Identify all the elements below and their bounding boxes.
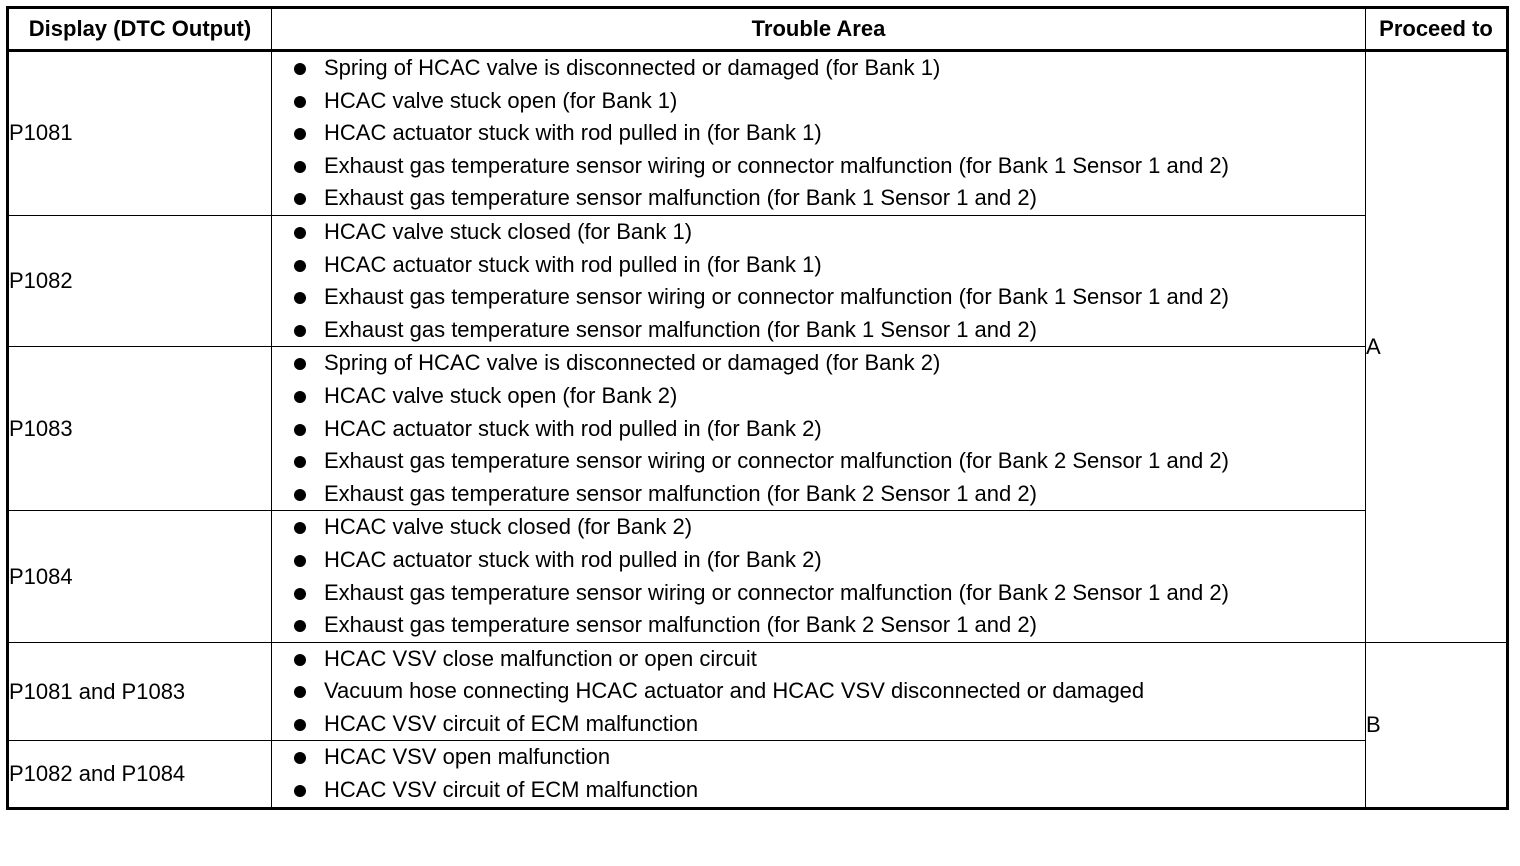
list-item: [272, 85, 1365, 118]
trouble-item-text: HCAC VSV circuit of ECM malfunction: [324, 710, 699, 736]
bullet-icon: [294, 391, 306, 403]
trouble-item-text: HCAC actuator stuck with rod pulled in (for Bank 2): [324, 546, 822, 572]
table-row: [8, 51, 1508, 216]
trouble-area-list: [272, 643, 1365, 741]
dtc-code: P1081 and P1083: [8, 642, 272, 741]
trouble-item-text: HCAC actuator stuck with rod pulled in (for Bank 2): [324, 415, 822, 441]
trouble-item-text: Spring of HCAC valve is disconnected or damaged (for Bank 1): [324, 55, 941, 80]
list-item: [272, 708, 1365, 741]
bullet-icon: [294, 161, 306, 173]
bullet-icon: [294, 620, 306, 632]
trouble-item-text: HCAC valve stuck open (for Bank 1): [324, 87, 678, 113]
table-row: [8, 347, 1508, 511]
list-item: [272, 249, 1365, 282]
bullet-icon: [294, 686, 306, 698]
bullet-icon: [294, 588, 306, 600]
trouble-area-cell: [272, 642, 1366, 741]
trouble-item-text: HCAC VSV circuit of ECM malfunction: [324, 777, 699, 803]
trouble-area-list: [272, 741, 1365, 806]
bullet-icon: [294, 785, 306, 797]
list-item: [272, 117, 1365, 150]
proceed-to-a: A: [1366, 51, 1508, 643]
bullet-icon: [294, 63, 306, 75]
trouble-area-cell: [272, 215, 1366, 346]
bullet-icon: [294, 752, 306, 764]
trouble-item-text: Exhaust gas temperature sensor wiring or connector malfunction (for Bank 2 Sensor 1 and 2): [324, 579, 1229, 605]
trouble-item-text: Exhaust gas temperature sensor malfunction (for Bank 1 Sensor 1 and 2): [324, 316, 1037, 342]
list-item: [272, 150, 1365, 183]
bullet-icon: [294, 358, 306, 370]
trouble-area-cell: [272, 347, 1366, 511]
trouble-item-text: HCAC actuator stuck with rod pulled in (for Bank 1): [324, 251, 822, 277]
trouble-item-text: HCAC valve stuck closed (for Bank 2): [324, 514, 693, 540]
proceed-to-b: B: [1366, 642, 1508, 808]
dtc-code: P1082 and P1084: [8, 741, 272, 808]
list-item: [272, 774, 1365, 807]
dtc-table: [6, 6, 1509, 810]
header-display: Display (DTC Output): [8, 8, 272, 51]
bullet-icon: [294, 522, 306, 534]
bullet-icon: [294, 555, 306, 567]
bullet-icon: [294, 292, 306, 304]
list-item: [272, 741, 1365, 774]
list-item: [272, 445, 1365, 478]
table-row: [8, 511, 1508, 642]
trouble-item-text: HCAC valve stuck open (for Bank 2): [324, 382, 678, 408]
bullet-icon: [294, 424, 306, 436]
trouble-item-text: Exhaust gas temperature sensor malfunction (for Bank 2 Sensor 1 and 2): [324, 612, 1037, 638]
trouble-item-text: HCAC VSV open malfunction: [324, 744, 611, 770]
trouble-item-text: Exhaust gas temperature sensor wiring or connector malfunction (for Bank 2 Sensor 1 and 2): [324, 448, 1229, 474]
list-item: [272, 413, 1365, 446]
list-item: [272, 544, 1365, 577]
trouble-area-list: [272, 52, 1365, 215]
trouble-area-list: [272, 511, 1365, 641]
bullet-icon: [294, 260, 306, 272]
list-item: [272, 314, 1365, 347]
bullet-icon: [294, 456, 306, 468]
table-row: [8, 642, 1508, 741]
dtc-code: P1083: [8, 347, 272, 511]
dtc-code: P1084: [8, 511, 272, 642]
list-item: [272, 511, 1365, 544]
list-item: [272, 643, 1365, 676]
dtc-code: P1081: [8, 51, 272, 216]
bullet-icon: [294, 227, 306, 239]
trouble-item-text: Vacuum hose connecting HCAC actuator and HCAC VSV disconnected or damaged: [324, 678, 1145, 704]
trouble-area-list: [272, 347, 1365, 510]
bullet-icon: [294, 96, 306, 108]
trouble-item-text: Spring of HCAC valve is disconnected or damaged (for Bank 2): [324, 350, 941, 376]
trouble-area-cell: [272, 511, 1366, 642]
trouble-item-text: HCAC valve stuck closed (for Bank 1): [324, 218, 693, 244]
table-row: [8, 215, 1508, 346]
list-item: [272, 675, 1365, 708]
trouble-item-text: HCAC actuator stuck with rod pulled in (for Bank 1): [324, 120, 822, 146]
trouble-area-list: [272, 216, 1365, 346]
list-item: [272, 478, 1365, 511]
list-item: [272, 347, 1365, 380]
header-row: [8, 8, 1508, 51]
list-item: [272, 577, 1365, 610]
trouble-item-text: Exhaust gas temperature sensor wiring or connector malfunction (for Bank 1 Sensor 1 and 2): [324, 284, 1229, 310]
list-item: [272, 52, 1365, 85]
bullet-icon: [294, 325, 306, 337]
header-proceed-to: Proceed to: [1366, 8, 1508, 51]
list-item: [272, 281, 1365, 314]
bullet-icon: [294, 489, 306, 501]
list-item: [272, 380, 1365, 413]
bullet-icon: [294, 128, 306, 140]
trouble-area-cell: [272, 51, 1366, 216]
trouble-area-cell: [272, 741, 1366, 808]
bullet-icon: [294, 719, 306, 731]
bullet-icon: [294, 193, 306, 205]
bullet-icon: [294, 654, 306, 666]
trouble-item-text: Exhaust gas temperature sensor malfunction (for Bank 1 Sensor 1 and 2): [324, 185, 1037, 211]
list-item: [272, 609, 1365, 642]
list-item: [272, 182, 1365, 215]
trouble-item-text: HCAC VSV close malfunction or open circuit: [324, 645, 757, 671]
dtc-code: P1082: [8, 215, 272, 346]
trouble-item-text: Exhaust gas temperature sensor malfunction (for Bank 2 Sensor 1 and 2): [324, 480, 1037, 506]
trouble-item-text: Exhaust gas temperature sensor wiring or connector malfunction (for Bank 1 Sensor 1 and 2): [324, 152, 1229, 178]
header-trouble-area: Trouble Area: [272, 8, 1366, 51]
table-row: [8, 741, 1508, 808]
list-item: [272, 216, 1365, 249]
